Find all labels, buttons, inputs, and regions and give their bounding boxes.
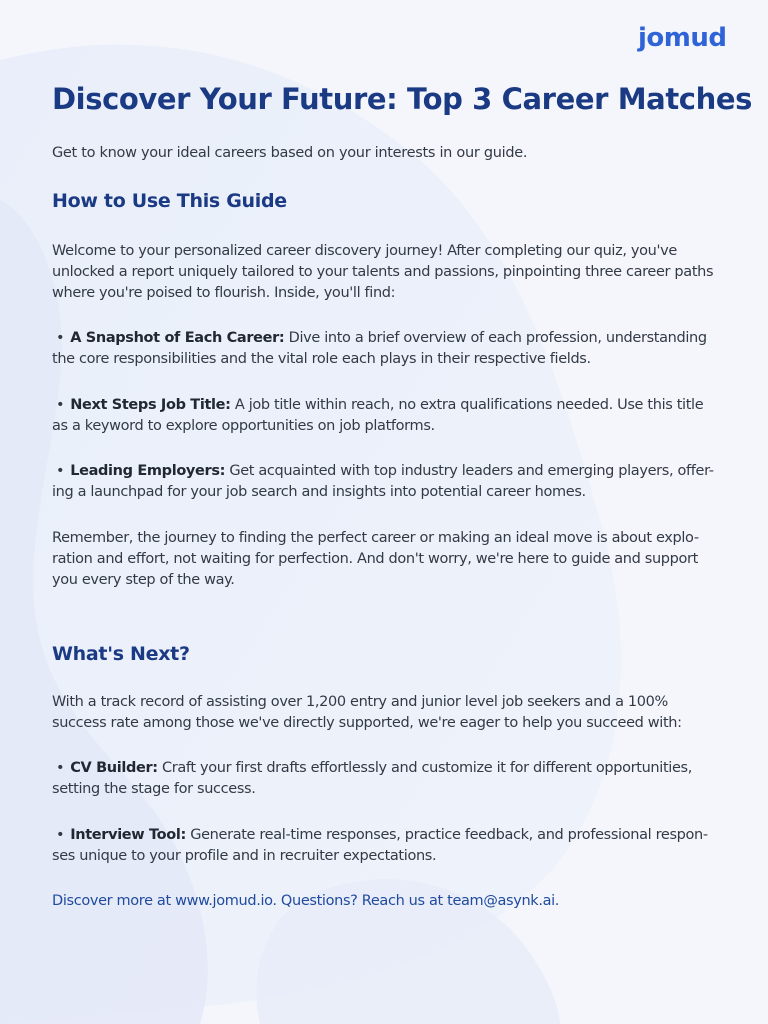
guide-item-job-title (52, 395, 720, 437)
bullet-icon: • (56, 760, 65, 776)
bullet-icon: • (56, 463, 65, 479)
page-subtitle: Get to know your ideal careers based on your interests in our guide. (52, 145, 528, 161)
guide-item-label: A Snapshot of Each Career: (70, 330, 285, 346)
guide-intro: Welcome to your personalized career discovery journey! After completing our quiz, you've unlocked a report uniquely tailored to your talents and passions, pinpointing three career paths where you're poised to flourish. Inside, you'll find: (52, 243, 714, 301)
guide-item-label: Next Steps Job Title: (70, 397, 231, 413)
page-title: Discover Your Future: Top 3 Career Matches (52, 82, 752, 116)
next-intro: With a track record of assisting over 1,200 entry and junior level job seekers and a 100% success rate among those we've directly supported, we're eager to help you succeed with: (52, 694, 682, 731)
bullet-icon: • (56, 827, 65, 843)
guide-heading: How to Use This Guide (52, 190, 287, 212)
guide-item-text: Dive into a brief overview of each profession, understanding the core responsibilities and the vital role each plays in their respective fields. (52, 330, 707, 367)
next-item-label: Interview Tool: (70, 827, 186, 843)
guide-item-text: A job title within reach, no extra qualifications needed. Use this title as a keyword to explore opportunities on job platforms. (52, 397, 704, 434)
next-item-text: Generate real-time responses, practice feedback, and professional respon-ses unique to your profile and in recruiter expectations. (52, 827, 708, 864)
bullet-icon: • (56, 330, 65, 346)
contact-line[interactable]: Discover more at www.jomud.io. Questions? Reach us at team@asynk.ai. (52, 893, 560, 909)
guide-item-snapshot (52, 328, 720, 370)
bullet-icon: • (56, 397, 65, 413)
guide-item-label: Leading Employers: (70, 463, 226, 479)
next-heading: What's Next? (52, 643, 190, 665)
guide-item-text: Get acquainted with top industry leaders and emerging players, offer-ing a launchpad for your job search and insights into potential career homes. (52, 463, 714, 500)
guide-item-employers (52, 461, 720, 503)
guide-closing: Remember, the journey to finding the perfect career or making an ideal move is about explo-ration and effort, not waiting for perfection. And don't worry, we're here to guide and support you every step of the way. (52, 530, 699, 588)
next-item-label: CV Builder: (70, 760, 158, 776)
next-item-cv-builder (52, 758, 720, 800)
next-item-interview-tool (52, 825, 720, 867)
jomud-logo[interactable]: jomud (638, 23, 727, 53)
next-item-text: Craft your first drafts effortlessly and customize it for different opportunities, setting the stage for success. (52, 760, 692, 797)
